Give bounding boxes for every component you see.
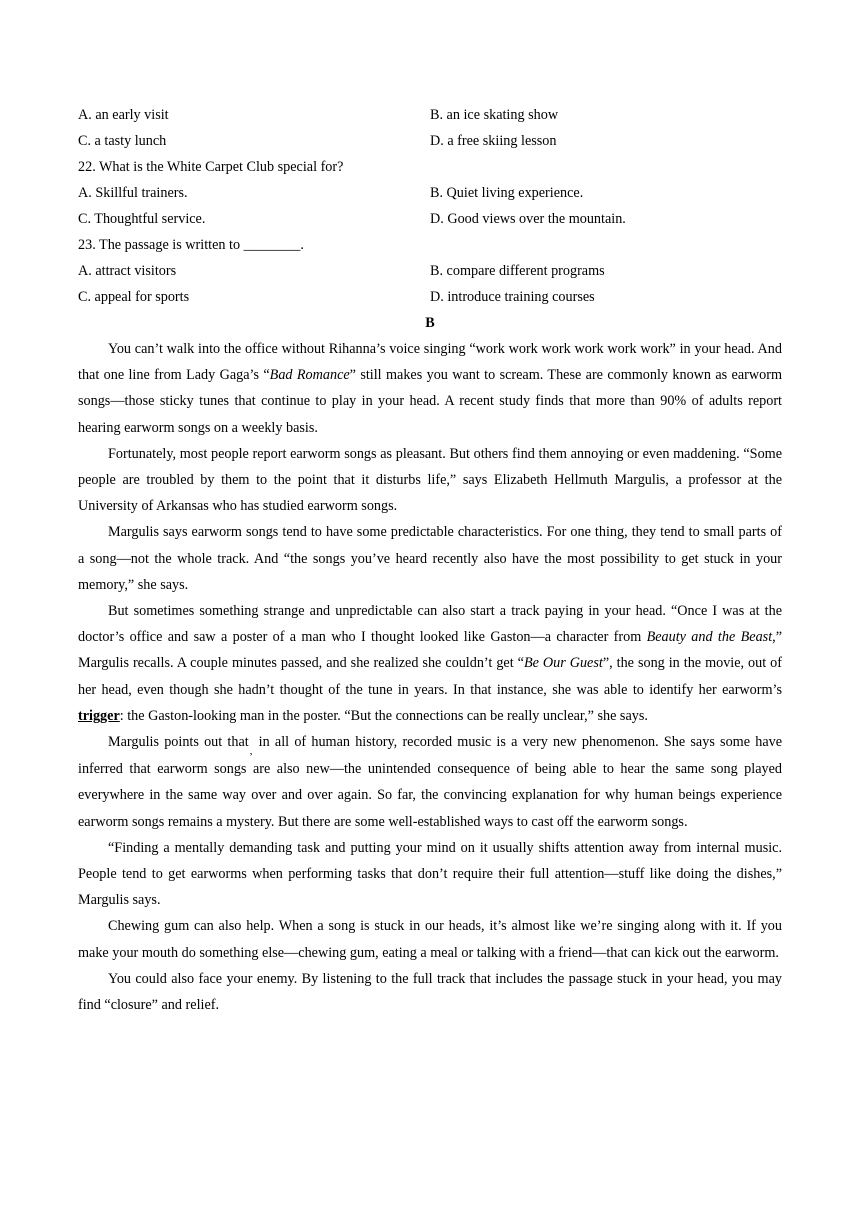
q23-option-b: B. compare different programs [430, 263, 605, 279]
q21-option-d: D. a free skiing lesson [430, 133, 557, 149]
q21-option-a: A. an early visit [78, 107, 169, 123]
song-title-bad-romance: Bad Romance [269, 367, 350, 384]
q22-question: 22. What is the White Carpet Club special for? [78, 159, 344, 175]
q23-options-row-1 [78, 258, 782, 284]
keyword-trigger: trigger [78, 707, 120, 724]
q22-option-a: A. Skillful trainers. [78, 185, 188, 201]
paragraph-1-text-b: ” still makes you want to scream. These are commonly known as earworm songs—those sticky tunes that continue to play in your head. A recent study finds that more than 90% of adults report hearing earworm songs on a weekly basis. [78, 367, 782, 436]
q21-options-row-1 [78, 102, 782, 128]
paragraph-5-text-a: Margulis points out that [108, 734, 249, 751]
q21-options-row-2 [78, 128, 782, 154]
q22-option-b: B. Quiet living experience. [430, 185, 584, 201]
q23-option-c: C. appeal for sports [78, 289, 190, 305]
paragraph-6: “Finding a mentally demanding task and putting your mind on it usually shifts attention away from internal music. People tend to get earworms when performing tasks that don’t require their full attention—stuff like doing the dishes,” Margulis says. [78, 839, 782, 909]
song-title-be-our-guest: Be Our Guest [523, 655, 603, 672]
q22-options-row-2 [78, 206, 782, 232]
paragraph-4-text-c: ”, the song in the movie, out of her head, even though she hadn’t thought of the tune in years. In that instance, she was able to identify her earworm’s [78, 655, 782, 698]
paragraph-1-text-a: You can’t walk into the office without Rihanna’s voice singing “work work work work work work” in your head. And that one line from Lady Gaga’s “ [78, 341, 782, 384]
q22-option-c: C. Thoughtful service. [78, 211, 206, 227]
paragraph-7: Chewing gum can also help. When a song is stuck in our heads, it’s almost like we’re singing along with it. If you make your mouth do something else—chewing gum, eating a meal or talking with a friend—that can kick out the earworm. [78, 918, 782, 961]
paragraph-4-text-b: ,” Margulis recalls. A couple minutes passed, and she realized she couldn’t get “ [78, 629, 782, 672]
q23-question: 23. The passage is written to ________. [78, 237, 304, 253]
paragraph-4-text-d: : the Gaston-looking man in the poster. “But the connections can be really unclear,” she says. [119, 707, 648, 724]
q22-option-d: D. Good views over the mountain. [430, 211, 626, 227]
movie-title: Beauty and the Beast [646, 629, 773, 646]
paragraph-5 [78, 729, 782, 835]
q21-option-c: C. a tasty lunch [78, 133, 167, 149]
stray-comma-mark: , [249, 745, 253, 758]
paragraph-5-text-b: in all of human history, recorded music is a very new phenomenon. She says some have inferred that earworm songs are also new—the unintended consequence of being able to hear the same song played everywhere in the same way over and over again. So far, the convincing explanation for why human beings experience earworm songs remains a mystery. But there are some well-established ways to cast off the earworm songs. [78, 734, 783, 830]
q23-options-row-2 [78, 284, 782, 310]
paragraph-2: Fortunately, most people report earworm songs as pleasant. But others find them annoying or even maddening. “Some people are troubled by them to the point that it disturbs life,” says Elizabeth Hellmuth Margulis, a professor at the University of Arkansas who has studied earworm songs. [78, 445, 782, 515]
paragraph-3: Margulis says earworm songs tend to have some predictable characteristics. For one thing, they tend to small parts of a song—not the whole track. And “the songs you’ve heard recently also have the most possibility to get stuck in your memory,” she says. [78, 524, 782, 593]
document-page [78, 102, 782, 1018]
paragraph-4-text-a: But sometimes something strange and unpredictable can also start a track paying in your head. “Once I was at the doctor’s office and saw a poster of a man who I thought looked like Gaston—a character from [78, 603, 782, 646]
q23-option-d: D. introduce training courses [430, 289, 595, 305]
section-heading: B [425, 315, 435, 331]
paragraph-1 [78, 336, 782, 441]
paragraph-8: You could also face your enemy. By listening to the full track that includes the passage stuck in your head, you may find “closure” and relief. [78, 970, 782, 1014]
paragraph-4 [78, 598, 782, 729]
q23-option-a: A. attract visitors [78, 263, 177, 279]
q22-options-row-1 [78, 180, 782, 206]
q21-option-b: B. an ice skating show [430, 107, 559, 123]
